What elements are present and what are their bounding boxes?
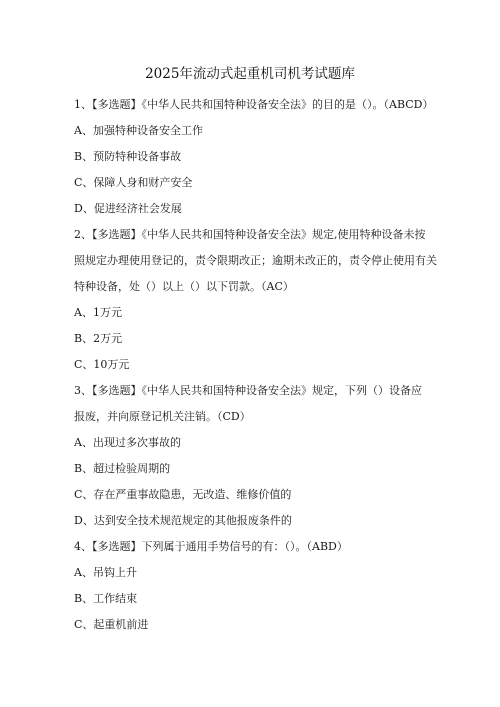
question-4-option-b: B、工作结束 [74, 592, 138, 605]
question-3-option-c: C、存在严重事故隐患，无改造、维修价值的 [74, 488, 292, 501]
question-1-option-d: D、促进经济社会发展 [74, 202, 182, 215]
question-3-option-d: D、达到安全技术规范规定的其他报废条件的 [74, 514, 292, 527]
question-2-stem-line-3: 特种设备，处（）以上（）以下罚款。（AC） [74, 280, 294, 293]
question-2-stem-line-2: 照规定办理使用登记的，责令限期改正；逾期未改正的，责令停止使用有关 [74, 254, 437, 267]
question-3-stem-line-1: 3、【多选题】《中华人民共和国特种设备安全法》规定，下列（）设备应 [74, 384, 422, 397]
question-2-stem-line-1: 2、【多选题】《中华人民共和国特种设备安全法》规定,使用特种设备未按 [74, 228, 426, 241]
question-1-option-b: B、预防特种设备事故 [74, 150, 182, 163]
question-3-option-a: A、出现过多次事故的 [74, 436, 181, 449]
question-1-stem: 1、【多选题】《中华人民共和国特种设备安全法》的目的是（）。（ABCD） [74, 98, 434, 111]
question-1-option-a: A、加强特种设备安全工作 [74, 124, 203, 137]
document-body [74, 92, 444, 638]
question-4-option-a: A、吊钩上升 [74, 566, 137, 579]
question-4-option-c: C、起重机前进 [74, 618, 149, 631]
question-1-option-c: C、保障人身和财产安全 [74, 176, 193, 189]
question-4-stem: 4、【多选题】下列属于通用手势信号的有：（）。（ABD） [74, 540, 348, 553]
question-2-option-c: C、10万元 [74, 358, 130, 371]
document-title: 2025年流动式起重机司机考试题库 [145, 66, 355, 82]
question-3-option-b: B、超过检验周期的 [74, 462, 171, 475]
question-2-option-a: A、1万元 [74, 306, 122, 319]
question-3-stem-line-2: 报废，并向原登记机关注销。（CD） [74, 410, 251, 423]
question-2-option-b: B、2万元 [74, 332, 123, 345]
